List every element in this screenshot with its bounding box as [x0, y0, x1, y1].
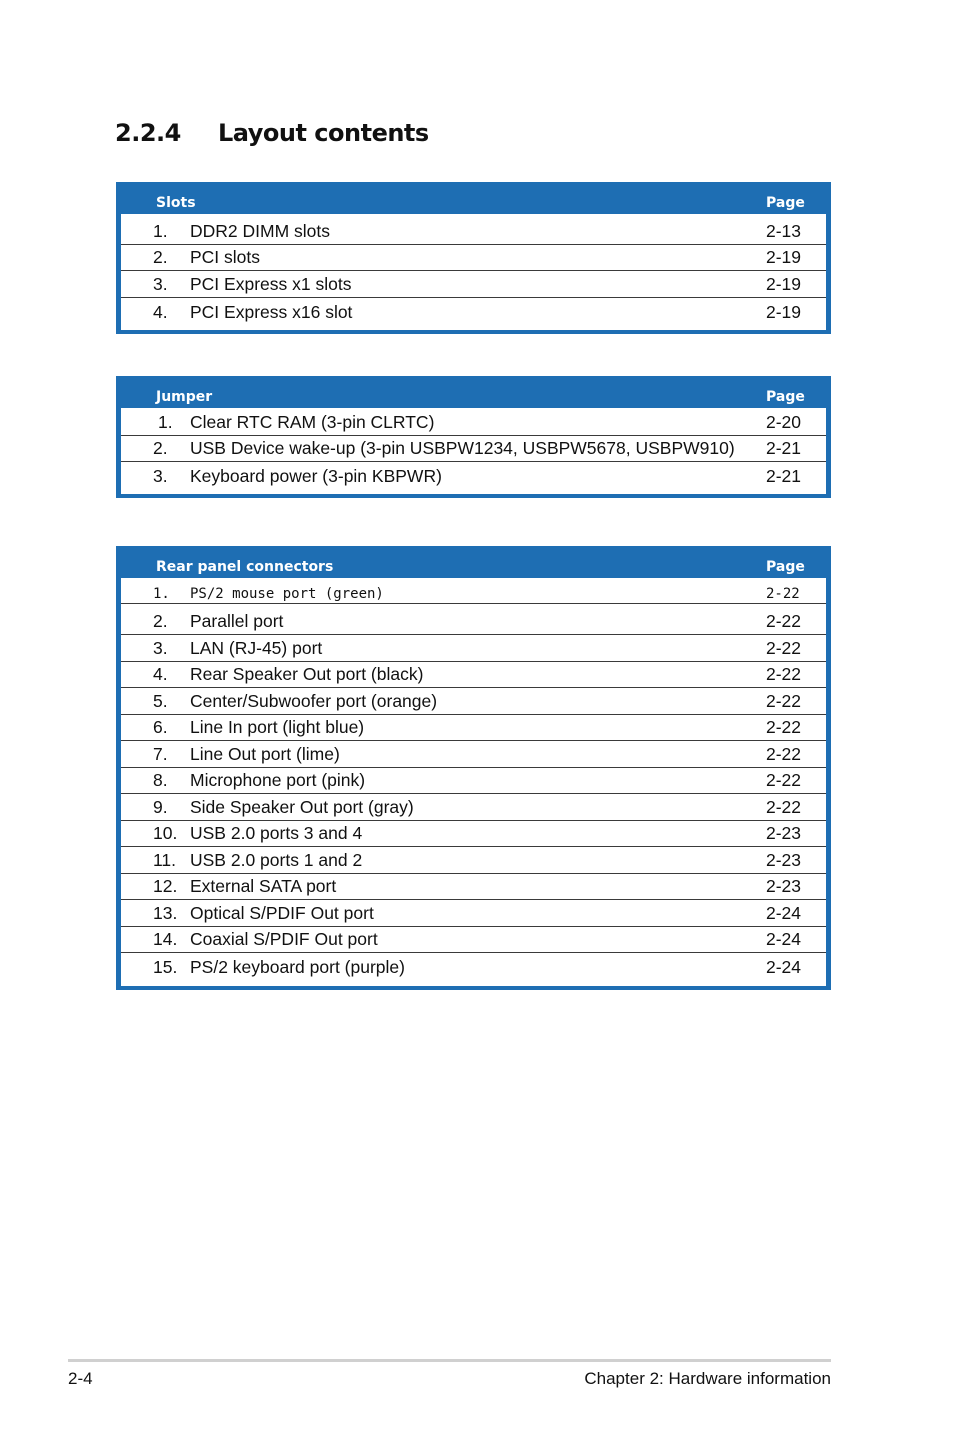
row-text: PS/2 keyboard port (purple)	[190, 957, 405, 977]
table-row	[121, 688, 826, 715]
row-page: 2-22	[766, 744, 802, 764]
row-page: 2-22	[766, 611, 802, 631]
row-page: 2-24	[766, 929, 802, 949]
row-number: 4.	[153, 302, 168, 322]
row-page: 2-24	[766, 903, 802, 923]
table-row	[121, 408, 826, 436]
row-number: 10.	[153, 823, 178, 843]
row-number: 15.	[153, 957, 178, 977]
row-text: USB 2.0 ports 3 and 4	[190, 823, 363, 843]
row-page: 2-13	[766, 221, 802, 241]
rear-panel-table	[116, 546, 831, 990]
table-row	[121, 821, 826, 847]
row-text: Line Out port (lime)	[190, 744, 340, 764]
row-text: Side Speaker Out port (gray)	[190, 797, 414, 817]
row-number: 9.	[153, 797, 168, 817]
slots-header-label: Slots	[156, 195, 196, 211]
rear-panel-table-header	[121, 546, 826, 578]
rear-panel-table-body	[121, 578, 826, 986]
row-text: USB 2.0 ports 1 and 2	[190, 850, 363, 870]
row-text: Microphone port (pink)	[190, 770, 366, 790]
table-row	[121, 245, 826, 271]
table-row	[121, 927, 826, 953]
table-row	[121, 662, 826, 688]
row-page: 2-23	[766, 823, 802, 843]
section-title: Layout contents	[218, 119, 429, 147]
table-row	[121, 578, 826, 604]
rear-panel-header-page: Page	[766, 559, 805, 575]
row-number: 13.	[153, 903, 178, 923]
table-row	[121, 604, 826, 635]
footer-page-number: 2-4	[68, 1369, 93, 1388]
row-text: PCI Express x1 slots	[190, 274, 352, 294]
row-page: 2-23	[766, 850, 802, 870]
row-number: 4.	[153, 664, 168, 684]
jumper-header-label: Jumper	[156, 389, 213, 405]
row-text: USB Device wake-up (3-pin USBPW1234, USBPW5678, USBPW910)	[190, 438, 735, 458]
row-number: 1.	[158, 412, 173, 432]
row-page: 2-20	[766, 412, 802, 432]
footer-divider	[68, 1359, 831, 1362]
row-number: 8.	[153, 770, 168, 790]
row-number: 1.	[153, 586, 170, 602]
row-text: PCI Express x16 slot	[190, 302, 353, 322]
table-row	[121, 847, 826, 874]
section-number: 2.2.4	[115, 119, 181, 147]
row-page: 2-22	[766, 797, 802, 817]
table-row	[121, 768, 826, 794]
row-number: 11.	[153, 850, 177, 870]
row-page: 2-19	[766, 274, 802, 294]
table-row	[121, 462, 826, 494]
jumper-table	[116, 376, 831, 498]
row-text: Center/Subwoofer port (orange)	[190, 691, 438, 711]
table-row	[121, 271, 826, 298]
row-text: Keyboard power (3-pin KBPWR)	[190, 466, 442, 486]
table-row	[121, 794, 826, 821]
row-number: 2.	[153, 247, 168, 267]
jumper-table-body	[121, 408, 826, 494]
row-number: 5.	[153, 691, 168, 711]
table-row	[121, 436, 826, 462]
row-number: 2.	[153, 611, 168, 631]
row-page: 2-24	[766, 957, 802, 977]
jumper-table-header	[121, 376, 826, 408]
table-row	[121, 953, 826, 986]
table-row	[121, 874, 826, 900]
row-text: Rear Speaker Out port (black)	[190, 664, 424, 684]
section-heading	[115, 119, 429, 147]
row-page: 2-22	[766, 586, 800, 602]
row-text: LAN (RJ-45) port	[190, 638, 323, 658]
table-row	[121, 298, 826, 330]
row-text: PCI slots	[190, 247, 261, 267]
row-page: 2-22	[766, 638, 802, 658]
table-row	[121, 741, 826, 768]
slots-table-body	[121, 214, 826, 330]
row-number: 12.	[153, 876, 178, 896]
row-page: 2-22	[766, 770, 802, 790]
table-row	[121, 214, 826, 245]
row-page: 2-23	[766, 876, 802, 896]
row-text: External SATA port	[190, 876, 337, 896]
row-number: 2.	[153, 438, 168, 458]
row-text: PS/2 mouse port (green)	[190, 586, 384, 602]
table-row	[121, 900, 826, 927]
slots-table-header	[121, 182, 826, 214]
row-text: Line In port (light blue)	[190, 717, 365, 737]
row-page: 2-21	[766, 466, 802, 486]
row-text: Optical S/PDIF Out port	[190, 903, 374, 923]
row-number: 7.	[153, 744, 168, 764]
row-text: DDR2 DIMM slots	[190, 221, 331, 241]
row-number: 14.	[153, 929, 178, 949]
slots-header-page: Page	[766, 195, 805, 211]
table-row	[121, 715, 826, 741]
row-page: 2-22	[766, 691, 802, 711]
row-text: Parallel port	[190, 611, 284, 631]
slots-table	[116, 182, 831, 334]
row-page: 2-19	[766, 247, 802, 267]
row-page: 2-19	[766, 302, 802, 322]
rear-panel-header-label: Rear panel connectors	[156, 559, 334, 575]
row-page: 2-22	[766, 717, 802, 737]
row-number: 6.	[153, 717, 168, 737]
row-page: 2-21	[766, 438, 802, 458]
jumper-header-page: Page	[766, 389, 805, 405]
row-number: 3.	[153, 274, 168, 294]
table-row	[121, 635, 826, 662]
row-text: Coaxial S/PDIF Out port	[190, 929, 378, 949]
row-number: 1.	[153, 221, 168, 241]
row-page: 2-22	[766, 664, 802, 684]
footer-chapter-title: Chapter 2: Hardware information	[584, 1369, 831, 1388]
row-number: 3.	[153, 466, 168, 486]
row-number: 3.	[153, 638, 168, 658]
row-text: Clear RTC RAM (3-pin CLRTC)	[190, 412, 435, 432]
